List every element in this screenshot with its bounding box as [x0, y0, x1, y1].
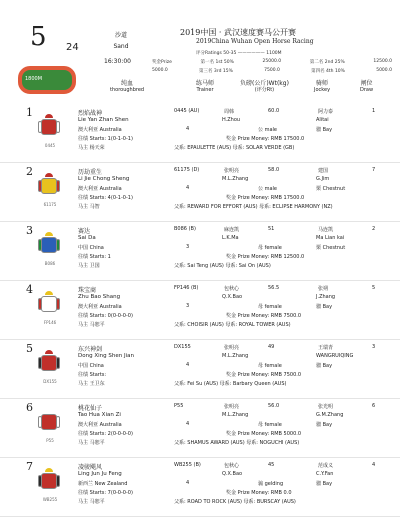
horse-origin: 澳大利亚 Australia: [78, 186, 122, 192]
prize-cell: 第四名 4th 10%: [311, 69, 345, 74]
prize-cell: 5000.0: [152, 68, 168, 73]
prize-money: 奖金 Prize Money: RMB 17500.0: [226, 136, 305, 142]
horse-sex: 公 male: [258, 186, 277, 192]
horse-starts: 往绩 Starts: 7(0-0-0-0): [78, 490, 133, 496]
horse-sex: 公 male: [258, 127, 277, 133]
horse-owner: 马主 马恕平: [78, 440, 105, 446]
runner-number: 1: [26, 106, 33, 119]
jockey-name-cn: 张光明: [318, 404, 334, 410]
trainer-name-en: Q.X.Bao: [222, 294, 243, 300]
horse-sex: 母 female: [258, 363, 282, 369]
draw-number: 3: [372, 344, 376, 350]
horse-starts: 往绩 Starts: 0(0-0-0-0): [78, 313, 133, 319]
surface-cn: 沙道: [114, 32, 127, 39]
prize-cell: 第二名 2nd 25%: [309, 60, 345, 65]
horse-origin: 澳大利亚 Australia: [78, 422, 122, 428]
silk-body: [41, 473, 57, 489]
horse-color: 骝 Bay: [316, 481, 333, 487]
horse-starts: 往绩 Starts:: [78, 372, 107, 378]
horse-code: 0445: [44, 143, 56, 148]
horse-name-en: Dong Xing Shen Jian: [78, 353, 134, 359]
runner-list: [0, 104, 400, 517]
draw-number: 2: [372, 226, 376, 232]
horse-origin: 新西兰 New Zealand: [78, 481, 128, 487]
runner-number: 6: [26, 401, 33, 414]
weight: 60.0: [268, 108, 280, 114]
runner-number: 3: [26, 224, 33, 237]
jockey-name-cn: 建国: [318, 168, 329, 174]
horse-sex: 骟 gelding: [258, 481, 284, 487]
silk-body: [41, 178, 57, 194]
trainer-name-en: M.L.Zhang: [222, 412, 249, 418]
horse-name-en: Zhu Bao Shang: [78, 294, 121, 300]
horse-color: 骝 Bay: [316, 363, 333, 369]
horse-name-cn: 凌骏飓风: [78, 464, 103, 471]
silk-cap: [45, 114, 53, 118]
pedigree: 父系: ROAD TO ROCK (AUS) 母系: BURSCAY (AUS): [174, 499, 296, 505]
horse-color: 栗 Chestnut: [316, 186, 346, 192]
runner-row: [0, 104, 400, 163]
horse-age: 4: [186, 421, 190, 427]
prize-money: 奖金 Prize Money: RMB 5000.0: [226, 431, 302, 437]
trainer-name-cn: 周韩: [224, 109, 235, 115]
horse-origin: 澳大利亚 Australia: [78, 304, 122, 310]
track-distance: 1800M: [25, 76, 43, 82]
trainer-name-en: M.L.Zhang: [222, 353, 249, 359]
horse-starts: 往绩 Starts: 1: [78, 254, 111, 260]
race-sub-number: 24: [66, 42, 79, 53]
jockey-name-en: WANGRUIQING: [316, 353, 354, 359]
col-jockey: 骑师 Jockey: [314, 80, 331, 93]
race-number: 5: [30, 22, 47, 52]
silk-cap: [45, 291, 53, 295]
pedigree: 父系: EPAULETTE (AUS) 母系: SOLAR VERDE (GB): [174, 145, 295, 151]
horse-name-en: Tao Hua Xian Zi: [78, 412, 121, 418]
horse-origin: 中国 China: [78, 363, 104, 369]
jockey-name-en: C.Y.Fan: [316, 471, 334, 477]
silk-cap: [45, 468, 53, 472]
jockey-name-en: Alitai: [316, 117, 329, 123]
weight: 49: [268, 344, 275, 350]
silk-body: [41, 119, 57, 135]
weight: 51: [268, 226, 275, 232]
track-map-icon: [18, 66, 76, 94]
track-surface: [106, 30, 136, 52]
silk-arm: [56, 416, 60, 428]
horse-age: 4: [186, 126, 190, 132]
horse-id: DX155: [174, 344, 191, 350]
trainer-name-cn: 张明亮: [224, 168, 240, 174]
race-title: 2019中国 · 武汉速度赛马公开赛: [180, 28, 296, 37]
trainer-name-cn: 麻连凯: [224, 227, 240, 233]
horse-code: 61175: [43, 202, 57, 207]
prize-cell: 7500.0: [264, 68, 280, 73]
jockey-name-en: Ma Lian kai: [316, 235, 345, 241]
trainer-name-cn: 包秋心: [224, 286, 240, 292]
horse-age: 4: [186, 480, 190, 486]
pedigree: 父系: REWARD FOR EFFORT (AUS) 母系: ECLIPSE HARMONY (NZ): [174, 204, 333, 210]
runner-number: 4: [26, 283, 33, 296]
silk-arm: [56, 239, 60, 251]
draw-number: 5: [372, 285, 376, 291]
horse-code: FP146: [43, 320, 57, 325]
weight: 56.5: [268, 285, 280, 291]
jockey-silk-icon: [38, 350, 60, 376]
runner-number: 7: [26, 460, 33, 473]
jockey-silk-icon: [38, 468, 60, 494]
weight: 45: [268, 462, 275, 468]
draw-number: 6: [372, 403, 376, 409]
draw-number: 4: [372, 462, 376, 468]
prize-cell: 12500.0: [373, 59, 392, 64]
horse-starts: 往绩 Starts: 4(0-1-0-1): [78, 195, 133, 201]
col-draw: 闸位 Draw: [360, 80, 374, 93]
horse-color: 骝 Bay: [316, 127, 333, 133]
horse-id: P55: [174, 403, 184, 409]
jockey-name-cn: 王瑞青: [318, 345, 334, 351]
pedigree: 父系: SHAMUS AWARD (AUS) 母系: NOGUCHI (AUS): [174, 440, 300, 446]
prize-cell: 第一名 1st 50%: [200, 60, 234, 65]
horse-owner: 马主 马智: [78, 204, 100, 210]
prize-cell: 25000.0: [262, 59, 282, 64]
horse-name-cn: 珠宝商: [78, 287, 97, 294]
prize-cell: 第三名 3rd 15%: [199, 69, 233, 74]
prize-money: 奖金 Prize Money: RMB 12500.0: [226, 254, 305, 260]
silk-arm: [56, 298, 60, 310]
horse-color: 骝 Bay: [316, 422, 333, 428]
horse-code: DX155: [43, 379, 57, 384]
weight: 58.0: [268, 167, 280, 173]
draw-number: 1: [372, 108, 376, 114]
horse-age: 3: [186, 244, 190, 250]
jockey-name-en: G.M.Zhang: [316, 412, 344, 418]
trainer-name-cn: 张明亮: [224, 345, 240, 351]
horse-name-en: Li Jie Chong Sheng: [78, 176, 130, 182]
horse-name-cn: 桃花仙子: [78, 405, 103, 412]
horse-name-en: Lie Yan Zhan Shen: [78, 117, 129, 123]
horse-code: WB255: [42, 497, 58, 502]
jockey-silk-icon: [38, 173, 60, 199]
runner-number: 2: [26, 165, 33, 178]
prize-cell: 5000.0: [376, 68, 392, 73]
silk-body: [41, 237, 57, 253]
silk-cap: [45, 409, 53, 413]
surface-en: Sand: [113, 43, 129, 50]
horse-origin: 澳大利亚 Australia: [78, 127, 122, 133]
silk-arm: [56, 357, 60, 369]
jockey-name-en: J.Zhang: [316, 294, 336, 300]
jockey-silk-icon: [38, 232, 60, 258]
horse-sex: 母 female: [258, 304, 282, 310]
silk-cap: [45, 232, 53, 236]
col-horse: 纯血 thoroughbred: [110, 80, 145, 93]
horse-name-cn: 东兴神剑: [78, 346, 103, 353]
jockey-silk-icon: [38, 291, 60, 317]
horse-name-cn: 烈焰战神: [78, 110, 103, 117]
jockey-name-cn: 马连凯: [318, 227, 334, 233]
horse-owner: 马主 卫国: [78, 263, 100, 269]
runner-row: [0, 222, 400, 281]
trainer-name-cn: 张明亮: [224, 404, 240, 410]
horse-age: 4: [186, 185, 190, 191]
prize-table: [152, 59, 392, 77]
race-time: 16:30:00: [104, 58, 131, 65]
horse-starts: 往绩 Starts: 1(0-1-0-1): [78, 136, 133, 142]
horse-sex: 母 female: [258, 422, 282, 428]
horse-owner: 马主 马恕平: [78, 322, 105, 328]
jockey-silk-icon: [38, 114, 60, 140]
col-weight: 负磅(公斤)Wt(kg) (评分Rt): [240, 80, 289, 93]
horse-owner: 马主 杨天荣: [78, 145, 105, 151]
silk-cap: [45, 173, 53, 177]
silk-body: [41, 296, 57, 312]
runner-row: [0, 399, 400, 458]
prize-money: 奖金 Prize Money: RMB 0.0: [226, 490, 292, 496]
horse-id: WB255 (B): [174, 462, 201, 468]
jockey-name-cn: 张朔: [318, 286, 329, 292]
pedigree: 父系: Fei Su (AUS) 母系: Barbary Queen (AUS): [174, 381, 287, 387]
horse-color: 栗 Chestnut: [316, 245, 346, 251]
prize-money: 奖金 Prize Money: RMB 17500.0: [226, 195, 305, 201]
horse-code: P55: [46, 438, 54, 443]
trainer-name-en: H.Zhou: [222, 117, 241, 123]
jockey-name-cn: 范成义: [318, 463, 334, 469]
draw-number: 7: [372, 167, 376, 173]
pedigree: 父系: Sai Teng (AUS) 母系: Sai On (AUS): [174, 263, 271, 269]
horse-owner: 马主 马恕平: [78, 499, 105, 505]
horse-id: 0445 (AU): [174, 108, 200, 114]
runner-number: 5: [26, 342, 33, 355]
runner-row: [0, 281, 400, 340]
trainer-name-en: Q.X.Bao: [222, 471, 243, 477]
jockey-silk-icon: [38, 409, 60, 435]
horse-sex: 母 female: [258, 245, 282, 251]
silk-arm: [56, 475, 60, 487]
race-title-en: 2019China Wuhan Open Horse Racing: [196, 38, 314, 45]
runner-row: [0, 340, 400, 399]
pedigree: 父系: CHOISIR (AUS) 母系: ROYAL TOWER (AUS): [174, 322, 291, 328]
horse-color: 骝 Bay: [316, 304, 333, 310]
horse-name-cn: 赛达: [78, 228, 91, 235]
horse-origin: 中国 China: [78, 245, 104, 251]
runner-row: [0, 163, 400, 222]
horse-code: B086: [44, 261, 56, 266]
silk-cap: [45, 350, 53, 354]
horse-name-en: Sai Da: [78, 235, 96, 241]
race-header: [0, 0, 400, 96]
prize-cell: 奖金Prize: [152, 60, 172, 65]
prize-money: 奖金 Prize Money: RMB 7500.0: [226, 313, 302, 319]
col-trainer: 练马师 Trainer: [196, 80, 215, 93]
horse-name-en: Ling Jun Ju Feng: [78, 471, 122, 477]
horse-owner: 马主 王卫东: [78, 381, 105, 387]
runner-row: [0, 458, 400, 517]
jockey-name-en: G.Jim: [316, 176, 330, 182]
horse-id: B086 (B): [174, 226, 196, 232]
horse-starts: 往绩 Starts: 2(0-0-0-0): [78, 431, 133, 437]
silk-arm: [56, 121, 60, 133]
horse-id: 61175 (D): [174, 167, 200, 173]
trainer-name-en: M.L.Zhang: [222, 176, 249, 182]
rating-line: 评分Ratings 50-35 —————— 1100M: [196, 51, 282, 56]
silk-body: [41, 355, 57, 371]
weight: 56.0: [268, 403, 280, 409]
horse-name-cn: 历劫重生: [78, 169, 103, 176]
silk-body: [41, 414, 57, 430]
horse-age: 3: [186, 303, 190, 309]
trainer-name-en: L.K.Ma: [222, 235, 239, 241]
horse-age: 4: [186, 362, 190, 368]
prize-money: 奖金 Prize Money: RMB 7500.0: [226, 372, 302, 378]
trainer-name-cn: 包秋心: [224, 463, 240, 469]
horse-id: FP146 (B): [174, 285, 199, 291]
jockey-name-cn: 阿力泰: [318, 109, 334, 115]
silk-arm: [56, 180, 60, 192]
